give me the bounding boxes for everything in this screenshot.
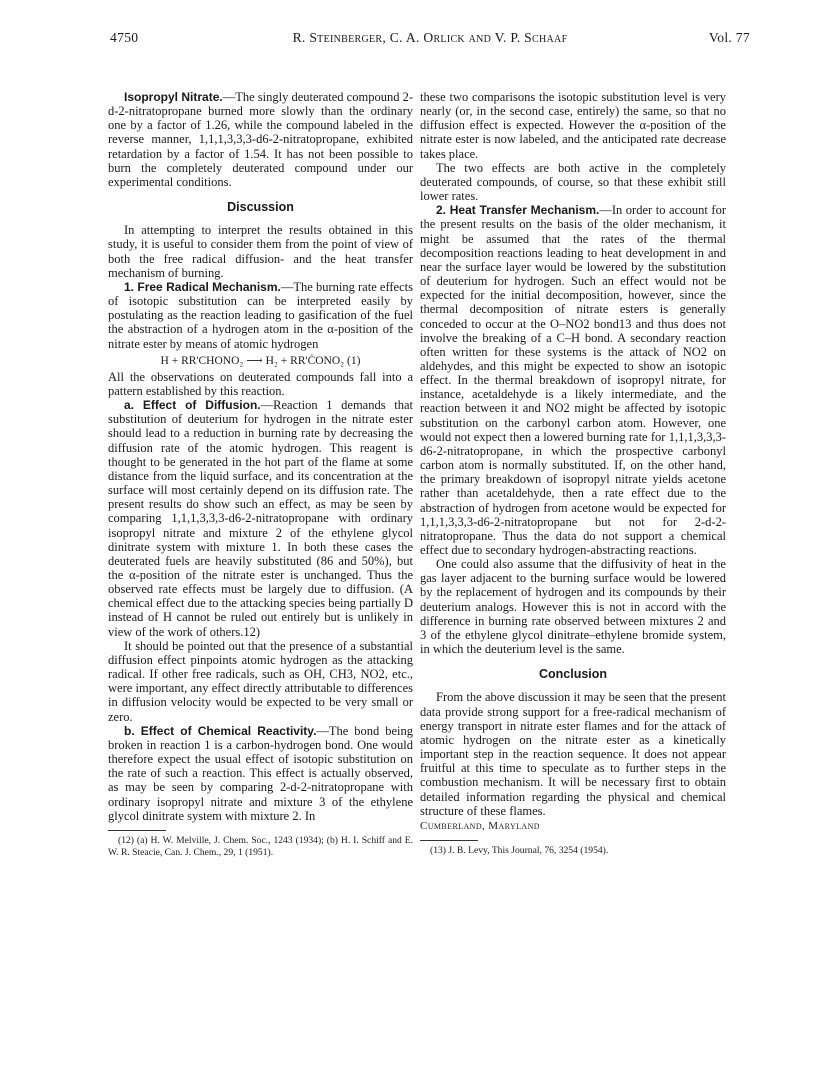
discussion-heading: Discussion: [227, 200, 294, 215]
chemical-reactivity-paragraph: [108, 724, 413, 823]
conclusion-heading: Conclusion: [538, 667, 608, 682]
chemical-reactivity-text: —The bond being broken in reaction 1 is a carbon-hydrogen bond. One would therefore expect the usual effect of isotopic substitution on the rate of such a reaction. This effect is actually observed, as may be seen by comparing 2-d-2-nitratopropane with ordinary isopropyl nitrate and mixture 3 of the ethylene glycol dinitrate system with mixture 2. In: [108, 723, 413, 823]
heat-transfer-text: —In order to account for the present results on the basis of the older mechanism, it might be assumed that the rates of the thermal decomposition reactions leading to heat development in and near the surface layer would be lowered by the substitution of deuterium for hydrogen. Such an effect would not be expected for the initial decomposition, however, since the thermal decomposition of nitrate esters is generally conceded to occur at the O–NO2 bond13 and thus does not involve the breaking of a C–H bond. A secondary reaction often written for these systems is the attack of NO2 on aldehydes, and this might be expected to show an isotopic effect. In the thermal breakdown of isopropyl nitrate, for instance, acetaldehyde is a likely intermediate, and the reaction between it and NO2 might be affected by isotopic substitution on the carbonyl carbon atom. However, one would not expect then a lowered burning rate for 1,1,1,3,3,3-d6-2-nitratopropane, in which the prospective carbonyl carbon atom is normally substituted. If, on the other hand, the primary breakdown of isopropyl nitrate yields acetone rather than acetaldehyde, then a rate effect due to the abstraction of hydrogen from acetone would be expected for 1,1,1,3,3,3-d6-2-nitratopropane but not for 2-d-2-nitratopropane. Thus the data do not support a chemical effect due to secondary hydrogen-abstracting reactions.: [420, 203, 726, 557]
author-location: Cumberland, Maryland: [420, 819, 540, 832]
free-radical-paragraph: [108, 280, 413, 351]
diffusion-paragraph: [108, 398, 413, 639]
footnote-rule-right: [420, 840, 478, 841]
running-header: [110, 30, 750, 48]
both-effects-paragraph: The two effects are both active in the completely deuterated compounds, of course, so that these exhibit still lower rates.: [420, 160, 726, 204]
conclusion-paragraph: From the above discussion it may be seen that the present data provide strong support for a free-radical mechanism of energy transport in nitrate ester flames and for the attack of atomic hydrogen on the nitrate ester as a kinetically important step in the reaction sequence. It does not appear fruitful at this time to speculate as to further steps in the combustion mechanism. It will be necessary first to obtain detailed information regarding the physical and chemical structure of these flames.: [420, 690, 726, 818]
continuation-paragraph: these two comparisons the isotopic substitution level is very nearly (or, in the second case, entirely) the same, so that no diffusion effect is expected. However the α-position of the nitrate ester is now labeled, and the anticipated rate decrease takes place.: [420, 90, 726, 161]
heat-transfer-paragraph: [420, 203, 726, 557]
diffusivity-paragraph: One could also assume that the diffusivity of heat in the gas layer adjacent to the burning surface would be lowered by the replacement of hydrogen and its compounds by their deuterium analogs. However this is not in accord with the difference in burning rate observed between mixtures 2 and 3 of the ethylene glycol dinitrate–ethylene bromide system, in which the deuterium level is the same.: [420, 557, 726, 657]
footnote-12: (12) (a) H. W. Melville, J. Chem. Soc., 1243 (1934); (b) H. I. Schiff and E. W. R. Steacie, Can. J. Chem., 29, 1 (1951).: [108, 834, 413, 858]
free-radical-text: —The burning rate effects of isotopic substitution can be interpreted easily by postulating as the reaction leading to gasification of the fuel the abstraction of a hydrogen atom in the α-position of the nitrate ester by means of atomic hydrogen: [108, 279, 413, 351]
diffusion-paragraph-2: It should be pointed out that the presence of a substantial diffusion effect pinpoints atomic hydrogen as the attacking radical. If other free radicals, such as OH, CH3, NO2, etc., were important, any effect directly attributable to differences in diffusion velocity would be expected to be very small or zero.: [108, 638, 413, 724]
after-equation-text: All the observations on deuterated compounds fall into a pattern established by this reaction.: [108, 369, 413, 398]
right-column: [420, 90, 726, 857]
discussion-intro: In attempting to interpret the results obtained in this study, it is useful to consider them from the point of view of both the free radical diffusion- and the heat transfer mechanism of burning.: [108, 223, 413, 280]
page-number: 4750: [110, 30, 139, 45]
left-column: [108, 90, 413, 859]
isopropyl-nitrate-text: —The singly deuterated compound 2-d-2-nitratopropane burned more slowly than the ordinary one by a factor of 1.26, while the compound labeled in the reverse manner, 1,1,1,3,3,3-d6-2-nitratopropane, exhibited retardation by a factor of 1.54. It has not been possible to burn the completely deuterated compound under our experimental conditions.: [108, 90, 413, 189]
heat-transfer-heading: 2. Heat Transfer Mechanism.: [436, 203, 600, 218]
footnote-13: (13) J. B. Levy, This Journal, 76, 3254 (1954).: [430, 844, 609, 856]
isopropyl-nitrate-paragraph: [108, 90, 413, 189]
isopropyl-nitrate-heading: Isopropyl Nitrate.: [124, 90, 223, 104]
running-title-authors: R. Steinberger, C. A. Orlick and V. P. Schaaf: [292, 30, 568, 45]
reaction-equation-1: H + RR'CHONO₂ ⟶ H₂ + RR'ĊONO₂ (1): [160, 354, 361, 367]
chemical-reactivity-heading: b. Effect of Chemical Reactivity.: [124, 723, 317, 738]
free-radical-heading: 1. Free Radical Mechanism.: [124, 279, 281, 294]
diffusion-heading: a. Effect of Diffusion.: [124, 398, 261, 413]
footnote-rule: [108, 830, 166, 831]
diffusion-text: —Reaction 1 demands that substitution of deuterium for hydrogen in the nitrate ester should lead to a reduction in burning rate by decreasing the diffusion rate of the atomic hydrogen. This reagent is thought to be generated in the hot part of the flame at some distance from the liquid surface, and its concentration at the surface will most certainly depend on its diffusion rate. The present results do show such an effect, as may be seen by comparing 1,1,1,3,3,3-d6-2-nitratopropane with ordinary isopropyl nitrate and mixture 2 of the ethylene glycol dinitrate system with mixture 1. In both these cases the deuterated fuels are heavily substituted (86 and 50%), but the α-position of the nitrate ester is unchanged. Thus the observed rate effects must be largely due to diffusion. (A chemical effect due to the attacking species being partially D instead of H cannot be ruled out entirely but is unlikely in view of the work of others.12): [108, 398, 414, 639]
volume-label: Vol. 77: [708, 30, 750, 45]
